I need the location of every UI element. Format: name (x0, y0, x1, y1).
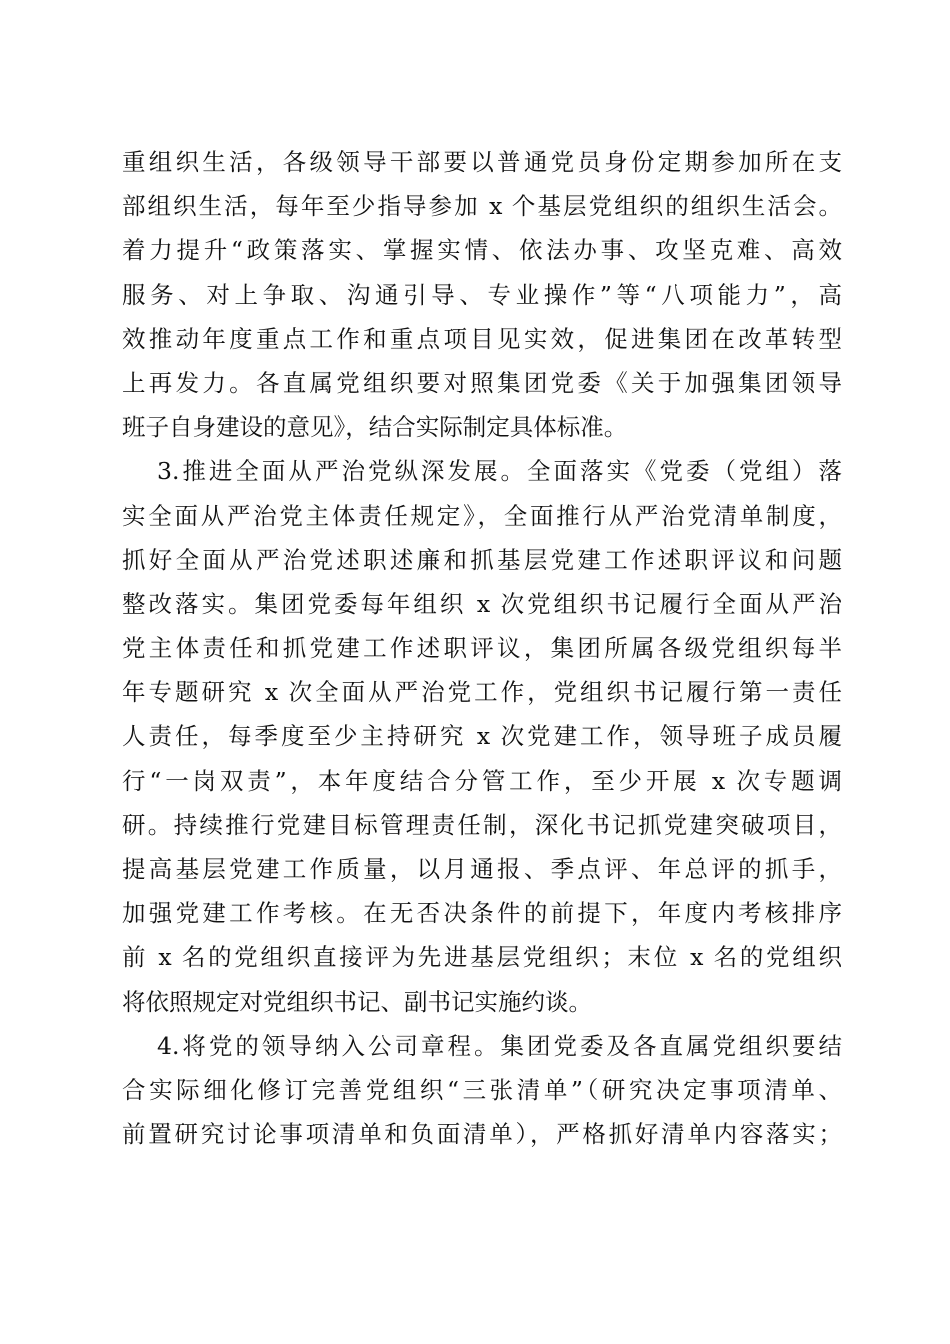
text-line: 提高基层党建工作质量，以月通报、季点评、年总评的抓手， (122, 855, 842, 883)
paragraph-company-charter (122, 1024, 842, 1157)
text-line: 合实际细化修订完善党组织“三张清单”（研究决定事项清单、 (122, 1075, 842, 1104)
text-line: 前置研究讨论事项清单和负面清单），严格抓好清单内容落实； (122, 1120, 842, 1149)
text-line: 重组织生活，各级领导干部要以普通党员身份定期参加所在支 (122, 148, 842, 176)
text-line: 整改落实。集团党委每年组织 x 次党组织书记履行全面从严治 (122, 589, 842, 618)
text-line: 研。持续推行党建目标管理责任制，深化书记抓党建突破项目， (122, 810, 842, 839)
paragraph-leadership-life (122, 140, 842, 449)
section-heading-line: 4.将党的领导纳入公司章程。集团党委及各直属党组织要结 (157, 1031, 842, 1060)
text-line: 党主体责任和抓党建工作述职评议，集团所属各级党组织每半 (122, 634, 842, 663)
text-line: 着力提升“政策落实、掌握实情、依法办事、攻坚克难、高效 (122, 236, 842, 265)
text-line: 班子自身建设的意见》，结合实际制定具体标准。 (122, 413, 628, 442)
text-line: 将依照规定对党组织书记、副书记实施约谈。 (122, 987, 592, 1016)
text-line: 行“一岗双责”，本年度结合分管工作，至少开展 x 次专题调 (122, 766, 842, 795)
text-line: 前 x 名的党组织直接评为先进基层党组织；末位 x 名的党组织 (122, 943, 842, 972)
text-line: 年专题研究 x 次全面从严治党工作，党组织书记履行第一责任 (122, 678, 842, 707)
text-line: 抓好全面从严治党述职述廉和抓基层党建工作述职评议和问题 (122, 545, 842, 574)
paragraph-strict-governance (122, 449, 842, 1023)
section-heading-line: 3.推进全面从严治党纵深发展。全面落实《党委（党组）落 (157, 457, 842, 486)
text-line: 实全面从严治党主体责任规定》，全面推行从严治党清单制度， (122, 501, 842, 530)
text-line: 服务、对上争取、沟通引导、专业操作”等“八项能力”，高 (122, 280, 842, 309)
text-line: 人责任，每季度至少主持研究 x 次党建工作，领导班子成员履 (122, 722, 842, 751)
text-line: 加强党建工作考核。在无否决条件的前提下，年度内考核排序 (122, 899, 842, 928)
document-body (122, 140, 842, 1156)
text-line: 部组织生活，每年至少指导参加 x 个基层党组织的组织生活会。 (122, 192, 842, 221)
text-line: 效推动年度重点工作和重点项目见实效，促进集团在改革转型 (122, 324, 842, 353)
text-line: 上再发力。各直属党组织要对照集团党委《关于加强集团领导 (122, 368, 842, 397)
